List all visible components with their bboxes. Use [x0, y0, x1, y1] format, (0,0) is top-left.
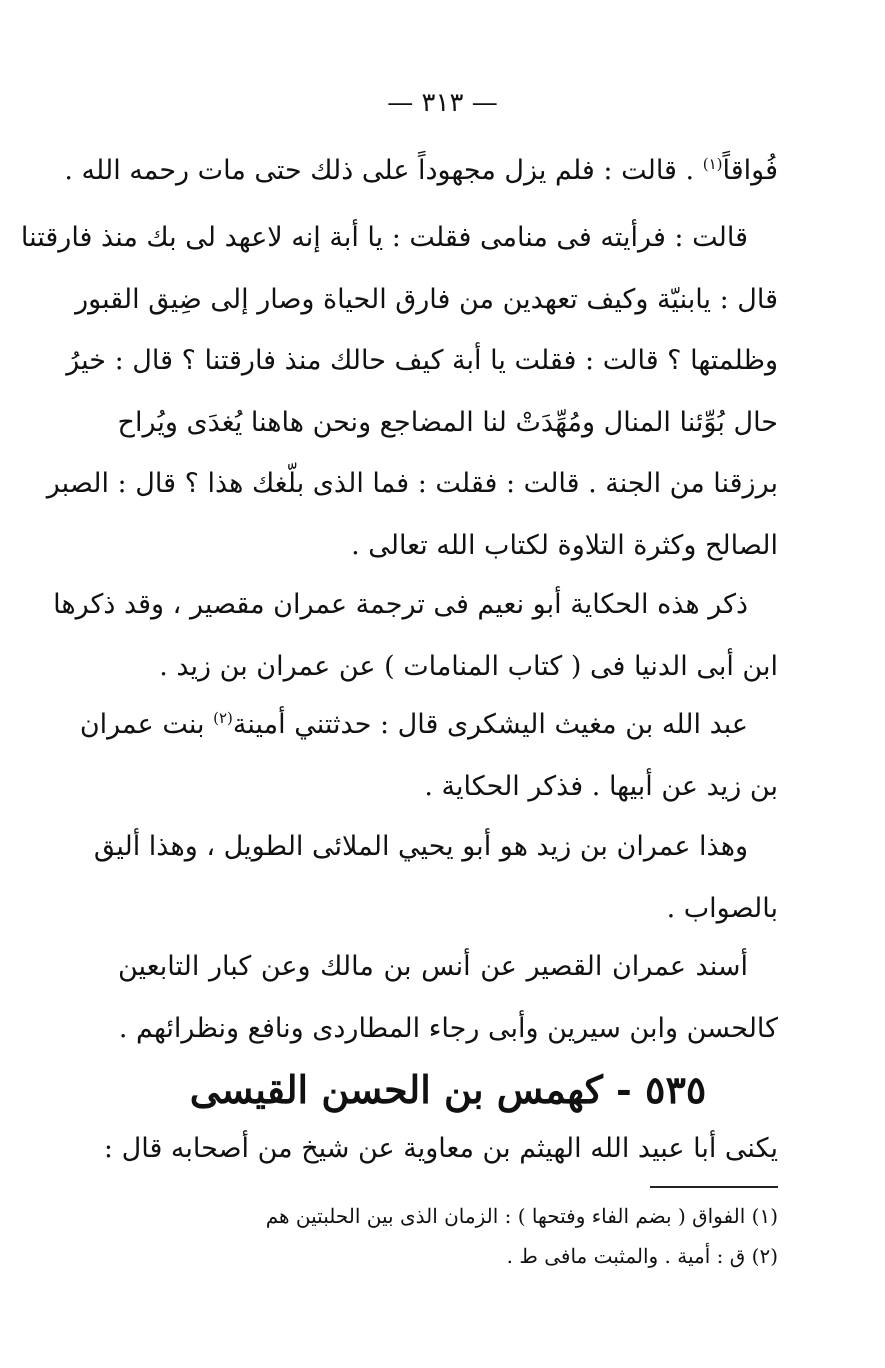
paragraph-5	[93, 816, 778, 939]
text-line: كالحسن وابن سيرين وأبى رجاء المطاردى ونافع ونظرائهم .	[118, 1012, 778, 1044]
footnote-divider	[650, 1186, 778, 1188]
paragraph-4	[79, 694, 778, 817]
text-line: قال : يابنيّة وكيف تعهدين من فارق الحياة وصار إلى ضِيق القبور	[75, 283, 778, 315]
text-line: بن زيد عن أبيها . فذكر الحكاية .	[424, 770, 778, 802]
text-segment: . قالت : فلم يزل مجهوداً على ذلك حتى مات رحمه الله .	[64, 155, 703, 186]
footnotes	[180, 1196, 778, 1276]
text-line: وهذا عمران بن زيد هو أبو يحيي الملائى الطويل ، وهذا أليق	[93, 831, 748, 862]
paragraph-7	[103, 1118, 778, 1180]
footnote-1: (١) الفواق ( بضم الفاء وفتحها ) : الزمان الذى بين الحلبتين هم	[265, 1204, 778, 1228]
footnote-marker: (٢)	[213, 709, 233, 727]
page-number: — ٣١٣ —	[387, 88, 498, 118]
text-line	[64, 140, 778, 202]
text-line: أسند عمران القصير عن أنس بن مالك وعن كبار التابعين	[118, 951, 748, 982]
paragraph-2	[20, 207, 778, 576]
text-line: ابن أبى الدنيا فى ( كتاب المنامات ) عن عمران بن زيد .	[159, 650, 778, 682]
text-line: قالت : فرأيته فى منامى فقلت : يا أبة إنه لاعهد لى بك منذ فارقتنا	[20, 222, 748, 253]
text-segment: بنت عمران	[79, 709, 214, 740]
paragraph-1	[64, 140, 778, 202]
text-line: حال بُوِّئنا المنال ومُهِّدَتْ لنا المضاجع ونحن هاهنا يُغدَى ويُراح	[117, 406, 778, 438]
text-segment: عبد الله بن مغيث اليشكرى قال : حدثتني أمينة	[232, 709, 748, 740]
text-line: يكنى أبا عبيد الله الهيثم بن معاوية عن شيخ من أصحابه قال :	[103, 1133, 778, 1164]
section-heading: ٥٣٥ - كهمس بن الحسن القيسى	[189, 1067, 707, 1112]
footnote-marker: (١)	[702, 155, 723, 173]
paragraph-6	[118, 936, 778, 1059]
text-line: وظلمتها ؟ قالت : فقلت يا أبة كيف حالك منذ فارقتنا ؟ قال : خيرُ	[66, 345, 778, 376]
text-segment: فُواقاً	[722, 155, 778, 186]
text-line: برزقنا من الجنة . قالت : فقلت : فما الذى بلّغك هذا ؟ قال : الصبر	[46, 468, 778, 499]
paragraph-3	[53, 574, 778, 697]
footnote-2: (٢) ق : أمية . والمثبت مافى ط .	[506, 1244, 778, 1268]
text-line	[79, 694, 778, 756]
text-line: ذكر هذه الحكاية أبو نعيم فى ترجمة عمران مقصير ، وقد ذكرها	[53, 589, 748, 620]
text-line: بالصواب .	[666, 892, 778, 924]
text-line: الصالح وكثرة التلاوة لكتاب الله تعالى .	[351, 529, 778, 561]
